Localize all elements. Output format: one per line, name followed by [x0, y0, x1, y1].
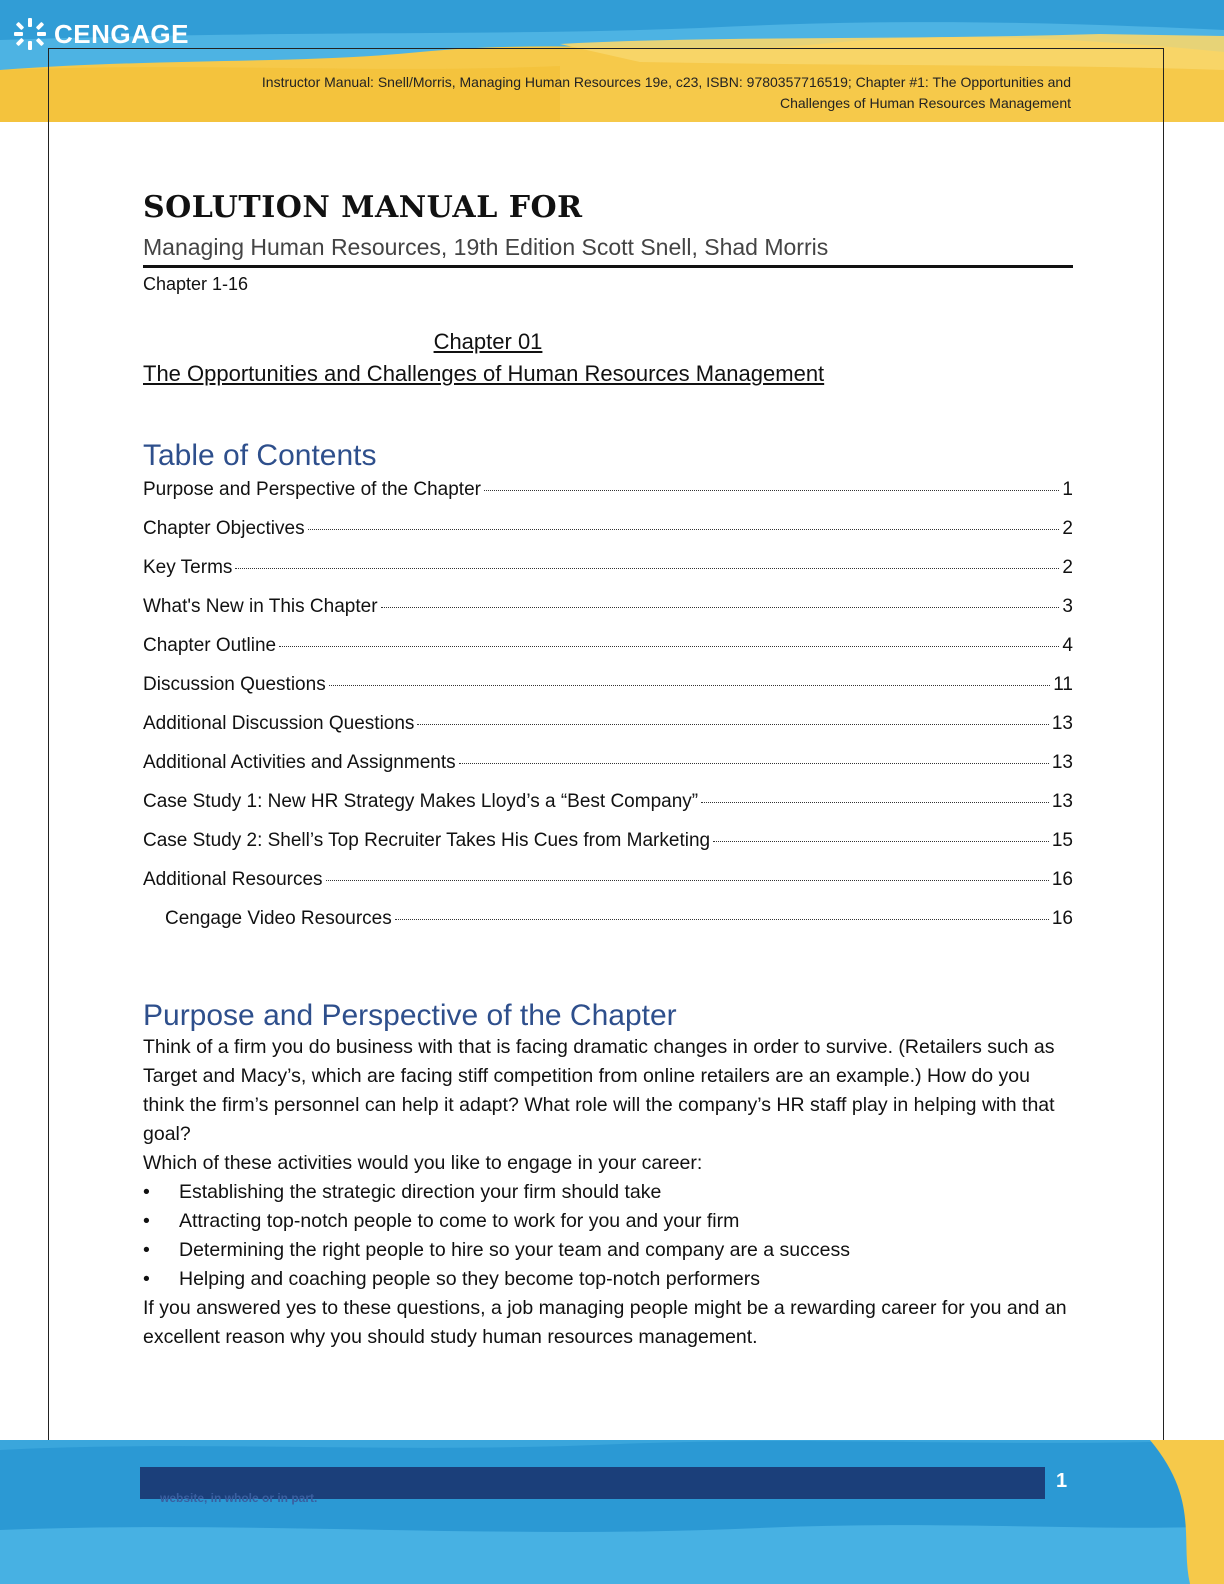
toc-entry-page: 4	[1062, 635, 1073, 656]
list-item-text: Establishing the strategic direction your firm should take	[179, 1181, 662, 1203]
toc-entry-label: Additional Activities and Assignments	[143, 752, 456, 773]
toc-entry[interactable]	[143, 674, 1073, 713]
toc-entry[interactable]	[143, 791, 1073, 830]
bullet-icon: •	[143, 1210, 150, 1232]
toc-leader-dots	[329, 685, 1051, 686]
toc-leader-dots	[326, 880, 1049, 881]
cengage-logo-text: CENGAGE	[54, 18, 189, 49]
running-header-line-2: Challenges of Human Resources Management	[779, 95, 1071, 111]
toc-entry-label: Key Terms	[143, 557, 233, 578]
toc-leader-dots	[417, 724, 1048, 725]
toc-entry-sub[interactable]	[143, 908, 1073, 947]
toc-entry-label: Case Study 2: Shell’s Top Recruiter Takes His Cues from Marketing	[143, 830, 711, 851]
toc-entry[interactable]	[143, 752, 1073, 791]
toc-entry-page: 16	[1051, 908, 1073, 929]
bullet-icon: •	[143, 1181, 150, 1203]
toc-leader-dots	[279, 646, 1059, 647]
toc-leader-dots	[484, 490, 1059, 491]
document-body	[143, 190, 1073, 1352]
toc-entry-label: Additional Discussion Questions	[143, 713, 415, 734]
footer-banner	[0, 1440, 1224, 1584]
toc-entry-page: 1	[1062, 479, 1073, 500]
toc-entry-label: Discussion Questions	[143, 674, 326, 695]
toc-entry-page: 2	[1062, 557, 1073, 578]
list-item-text: Helping and coaching people so they become top-notch performers	[179, 1268, 761, 1290]
activities-list	[143, 1178, 1073, 1294]
list-item-text: Determining the right people to hire so your team and company are a success	[179, 1239, 850, 1261]
toc-entry-page: 2	[1062, 518, 1073, 539]
purpose-question: Which of these activities would you like to engage in your career:	[143, 1152, 703, 1174]
toc-entry-label: What's New in This Chapter	[143, 596, 378, 617]
purpose-intro-paragraph: Think of a firm you do business with that is facing dramatic changes in order to survive. (Retailers such as Target and Macy’s, which are facing stiff competition from online retailers are an example.) How do you think the firm’s personnel can help it adapt? What role will the company’s HR staff play in helping with that goal?	[143, 1036, 1055, 1145]
toc-entry[interactable]	[143, 869, 1073, 908]
document-title: SOLUTION MANUAL FOR	[143, 190, 583, 225]
toc-entry-page: 13	[1051, 791, 1073, 812]
table-of-contents	[143, 479, 1073, 947]
toc-entry-label: Chapter Objectives	[143, 518, 305, 539]
toc-entry[interactable]	[143, 557, 1073, 596]
toc-entry[interactable]	[143, 518, 1073, 557]
toc-entry-label: Chapter Outline	[143, 635, 277, 656]
toc-leader-dots	[701, 802, 1049, 803]
toc-entry[interactable]	[143, 596, 1073, 635]
title-divider	[143, 265, 1073, 268]
list-item	[143, 1236, 1073, 1265]
toc-leader-dots	[381, 607, 1060, 608]
chapter-title: The Opportunities and Challenges of Human Resources Management	[143, 361, 825, 386]
toc-entry[interactable]	[143, 713, 1073, 752]
toc-entry-page: 13	[1051, 752, 1073, 773]
toc-entry-page: 15	[1051, 830, 1073, 851]
toc-leader-dots	[395, 919, 1049, 920]
toc-entry-label: Additional Resources	[143, 869, 323, 890]
document-subtitle: Managing Human Resources, 19th Edition Scott Snell, Shad Morris	[143, 234, 829, 260]
section-heading-purpose: Purpose and Perspective of the Chapter	[143, 999, 677, 1032]
toc-leader-dots	[308, 529, 1060, 530]
toc-entry[interactable]	[143, 479, 1073, 518]
list-item	[143, 1207, 1073, 1236]
bullet-icon: •	[143, 1239, 150, 1261]
toc-entry-label: Case Study 1: New HR Strategy Makes Lloyd’s a “Best Company”	[143, 791, 699, 812]
chapter-range: Chapter 1-16	[143, 274, 249, 294]
cengage-logo	[12, 16, 189, 52]
footer-copyright-text: website, in whole or in part.	[160, 1491, 318, 1505]
toc-entry-page: 11	[1053, 674, 1073, 695]
toc-leader-dots	[713, 841, 1049, 842]
list-item	[143, 1178, 1073, 1207]
page-number: 1	[1056, 1470, 1068, 1492]
purpose-conclusion-paragraph: If you answered yes to these questions, a job managing people might be a rewarding career for you and an excellent reason why you should study human resources management.	[143, 1297, 1067, 1348]
list-item-text: Attracting top-notch people to come to work for you and your firm	[179, 1210, 740, 1232]
bullet-icon: •	[143, 1268, 150, 1290]
toc-entry-page: 13	[1051, 713, 1073, 734]
toc-entry[interactable]	[143, 635, 1073, 674]
toc-leader-dots	[235, 568, 1059, 569]
chapter-number: Chapter 01	[433, 329, 543, 354]
running-header-line-1: Instructor Manual: Snell/Morris, Managing Human Resources 19e, c23, ISBN: 9780357716519; Chapter #1: The Opportunities and	[261, 74, 1071, 90]
toc-entry[interactable]	[143, 830, 1073, 869]
toc-entry-page: 16	[1051, 869, 1073, 890]
list-item	[143, 1265, 1073, 1294]
toc-entry-label: Cengage Video Resources	[165, 908, 392, 929]
toc-entry-label: Purpose and Perspective of the Chapter	[143, 479, 481, 500]
footer-banner-art	[0, 1440, 1224, 1584]
cengage-logo-icon	[12, 16, 48, 52]
toc-leader-dots	[459, 763, 1049, 764]
toc-entry-page: 3	[1062, 596, 1073, 617]
toc-heading: Table of Contents	[143, 439, 377, 472]
